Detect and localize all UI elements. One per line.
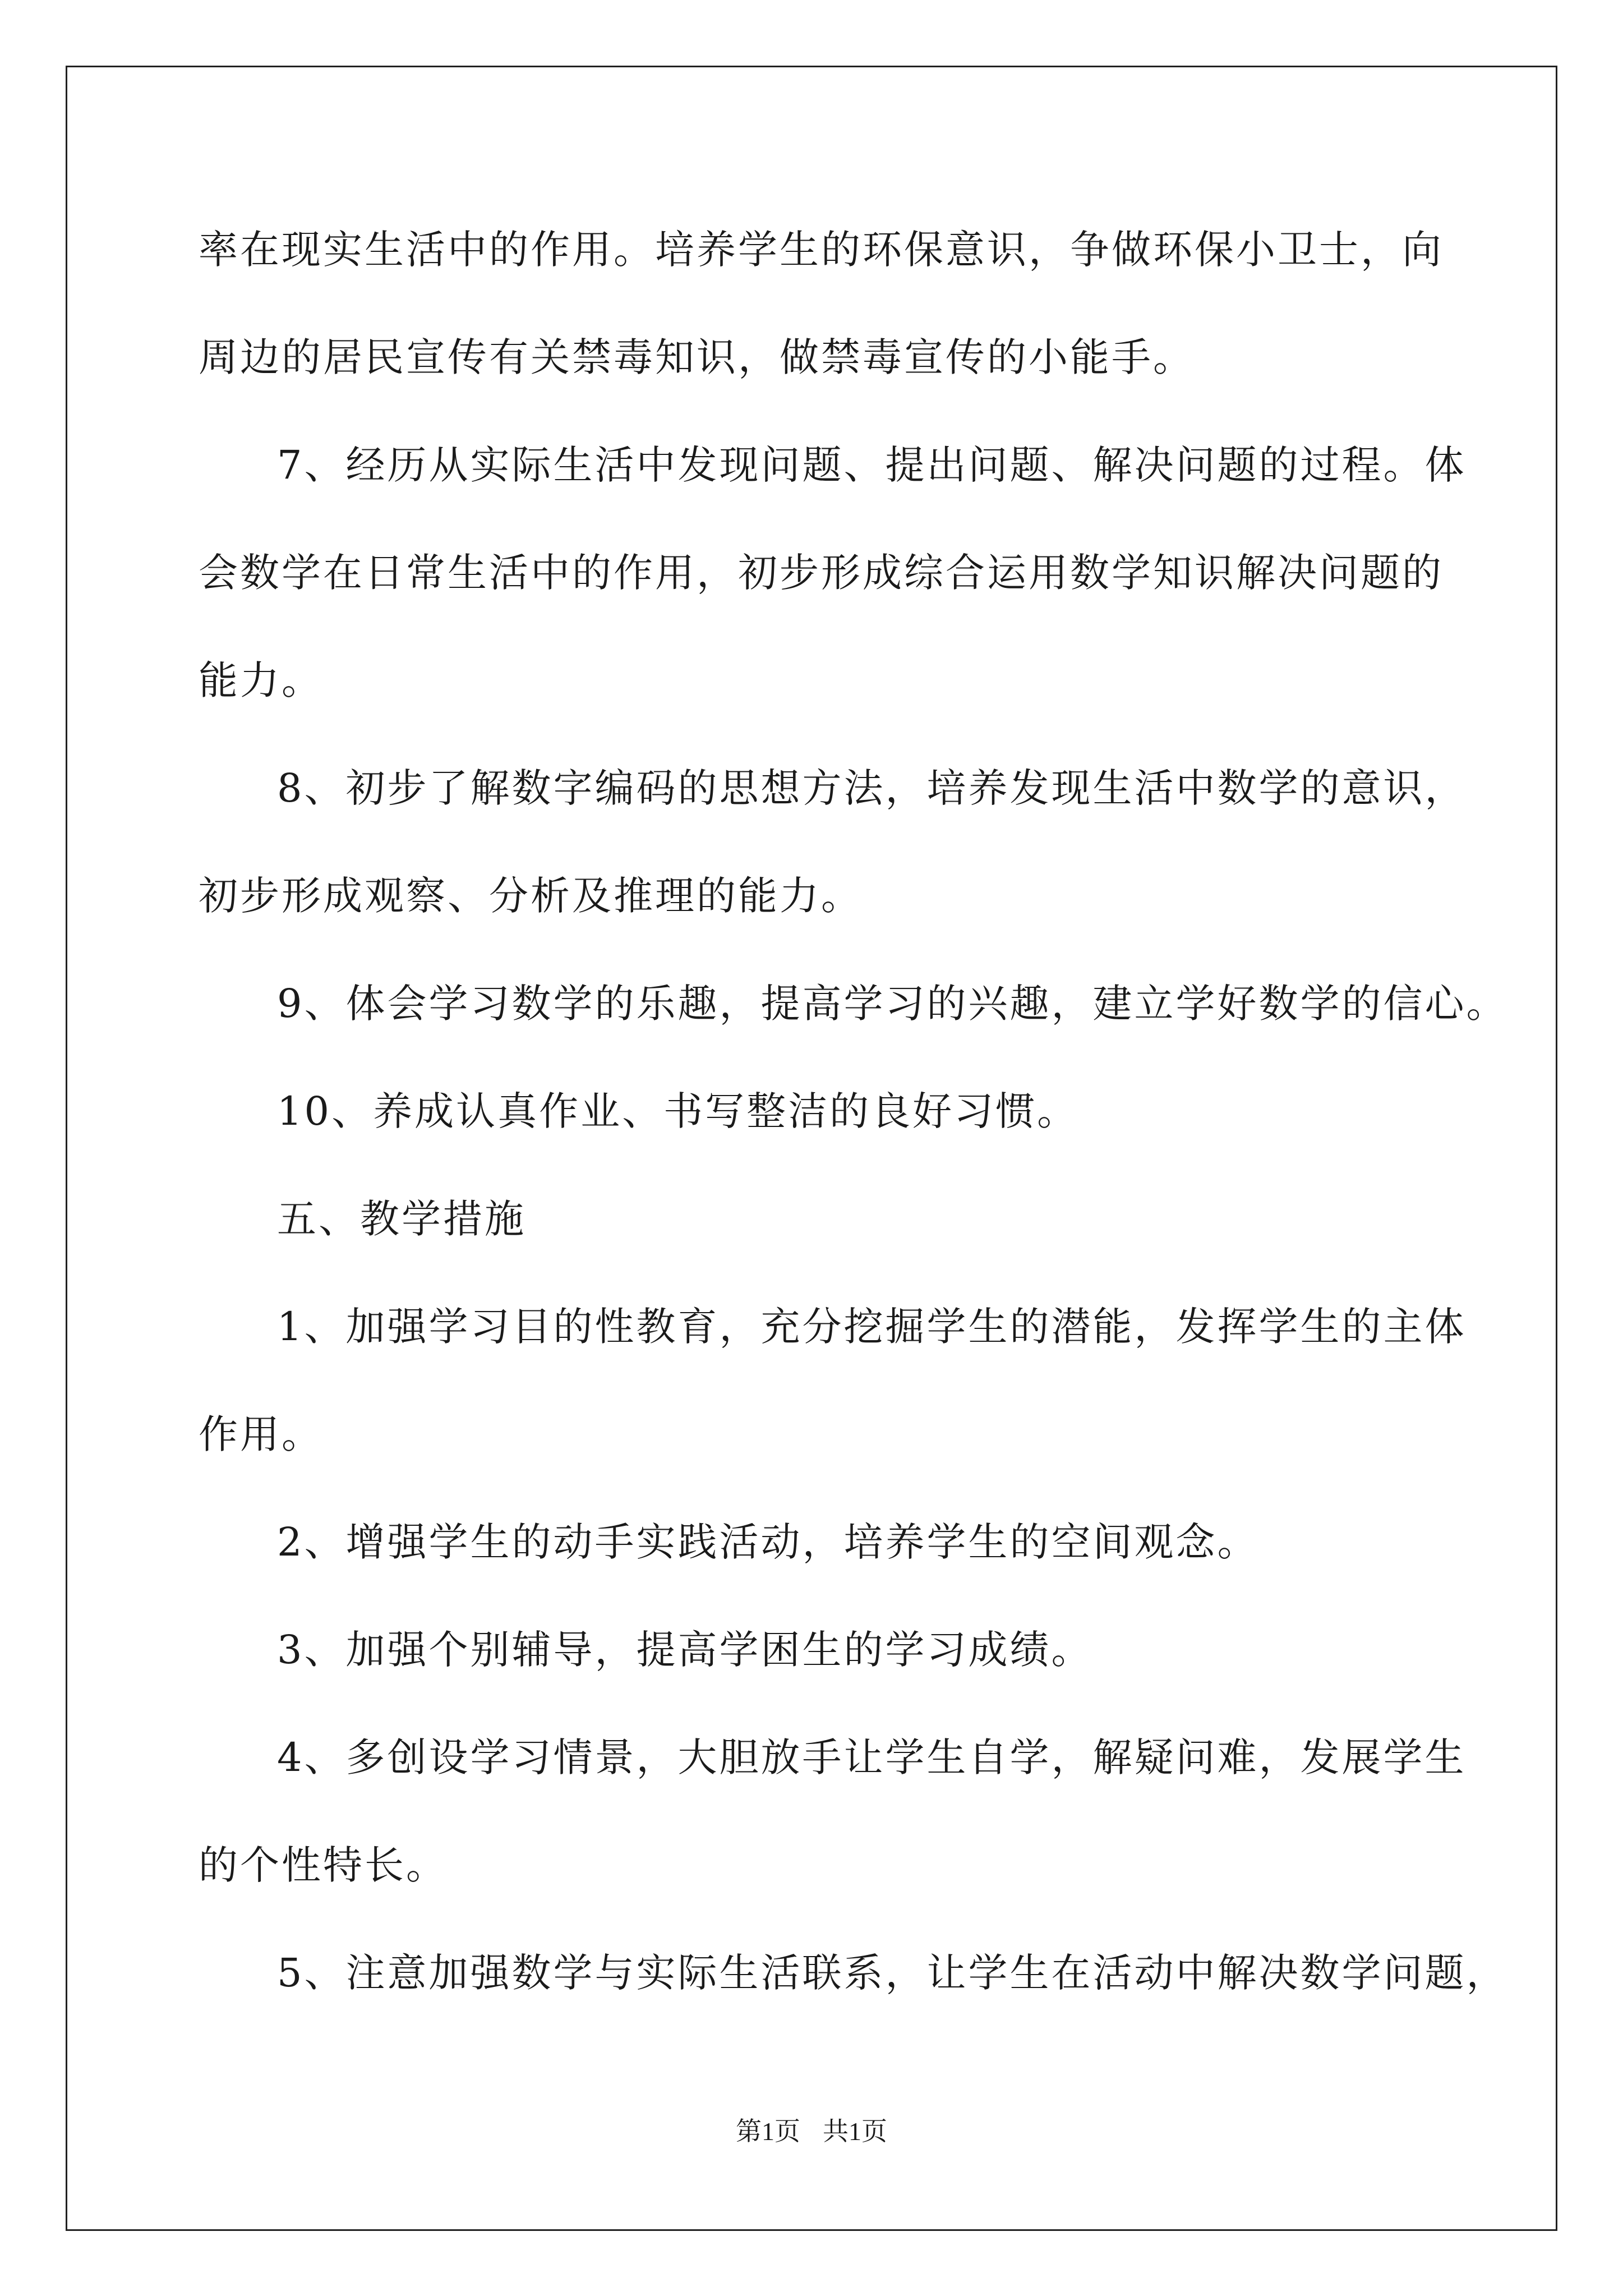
text-line: 初步形成观察、分析及推理的能力。 <box>199 873 863 919</box>
text-line: 9、体会学习数学的乐趣，提高学习的兴趣，建立学好数学的信心。 <box>277 981 1508 1027</box>
text-line: 4、多创设学习情景，大胆放手让学生自学，解疑问难，发展学生 <box>277 1734 1467 1780</box>
text-line: 周边的居民宣传有关禁毒知识，做禁毒宣传的小能手。 <box>199 334 1195 380</box>
text-line: 作用。 <box>199 1411 323 1457</box>
page-number-total: 共1页 <box>823 2117 887 2146</box>
text-line: 2、增强学生的动手实践活动，培养学生的空间观念。 <box>277 1519 1259 1565</box>
text-line: 1、加强学习目的性教育，充分挖掘学生的潜能，发挥学生的主体 <box>277 1304 1467 1350</box>
text-line: 3、加强个别辅导，提高学困生的学习成绩。 <box>277 1627 1093 1673</box>
page-number-current: 第1页 <box>736 2117 800 2146</box>
text-line: 10、养成认真作业、书写整洁的良好习惯。 <box>277 1088 1079 1134</box>
page-footer <box>0 2115 1623 2148</box>
section-heading: 五、教学措施 <box>277 1196 526 1242</box>
page-border <box>66 66 1557 2231</box>
text-line: 7、经历从实际生活中发现问题、提出问题、解决问题的过程。体 <box>277 442 1467 488</box>
text-line: 5、注意加强数学与实际生活联系，让学生在活动中解决数学问题， <box>277 1950 1508 1996</box>
text-line: 的个性特长。 <box>199 1842 448 1888</box>
text-line: 会数学在日常生活中的作用，初步形成综合运用数学知识解决问题的 <box>199 550 1444 596</box>
text-line: 8、初步了解数字编码的思想方法，培养发现生活中数学的意识， <box>277 765 1467 811</box>
text-line: 能力。 <box>199 657 323 703</box>
text-line: 率在现实生活中的作用。培养学生的环保意识，争做环保小卫士，向 <box>199 227 1444 273</box>
